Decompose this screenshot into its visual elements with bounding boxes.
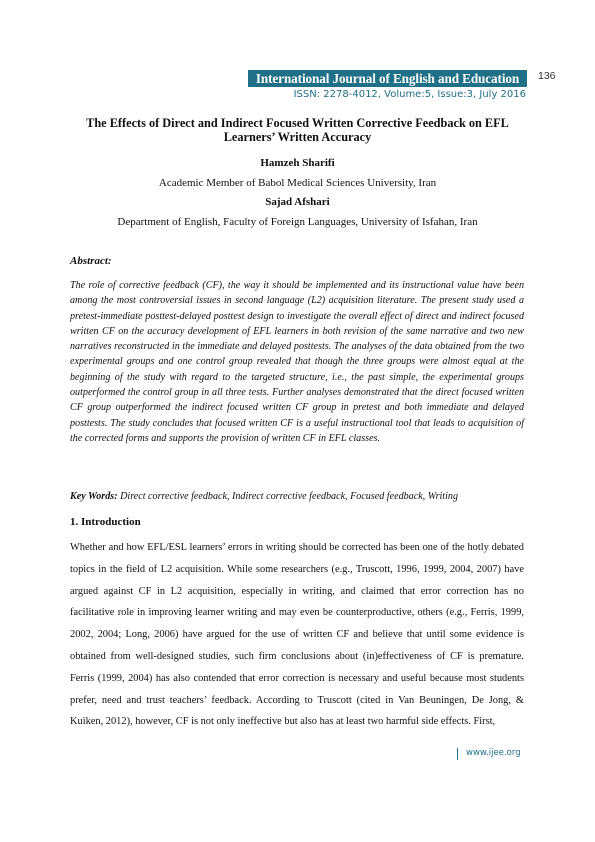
footer-url-link[interactable]: www.ijee.org [466,748,521,758]
footer-divider [457,748,458,760]
article-title: The Effects of Direct and Indirect Focused Written Corrective Feedback on EFL Learners’ Written Accuracy [86,116,509,144]
author-name-1: Hamzeh Sharifi [260,157,335,169]
author-affiliation-2: Department of English, Faculty of Foreign Languages, University of Isfahan, Iran [117,216,478,228]
keywords [70,491,530,502]
author-affiliation-1: Academic Member of Babol Medical Sciences University, Iran [158,177,437,189]
section-heading-introduction: 1. Introduction [70,516,141,528]
journal-title: International Journal of English and Education [255,71,520,86]
keywords-value: Direct corrective feedback, Indirect corrective feedback, Focused feedback, Writing [120,491,459,502]
abstract-text: The role of corrective feedback (CF), the way it should be implemented and its instructional value have been among the most controversial issues in second language (L2) acquisition literature. The present study used a pretest-immediate posttest-delayed posttest design to investigate the overall effect of direct and indirect focused written CF on the accuracy development of EFL learners in both revision of the same narrative and two new narratives reconstructed in the immediate and delayed posttests. The analyses of the data obtained from the two experimental groups and one control group revealed that though the three groups were almost equal at the beginning of the study with regard to the targeted structure, i.e., the past simple, the experimental groups outperformed the control group in all three tests. Further analyses demonstrated that the direct focused written CF group outperformed the indirect focused written CF group in pretest and both immediate and delayed posttests. The study concludes that focused written CF is a useful instructional tool that leads to acquisition of the corrected forms and supports the provision of written CF in EFL classes. [70,280,524,444]
page-number: 136 [538,70,556,82]
keywords-label: Key Words: [70,491,118,502]
introduction-paragraph: Whether and how EFL/ESL learners’ errors in writing should be corrected has been one of the hotly debated topics in the field of L2 acquisition. While some researchers (e.g., Truscott, 1996, 1999, 2004, 2007) have argued against CF in L2 acquisition, especially in writing, and claimed that error correction has no facilitative role in improving learner writing and may even be counterproductive, others (e.g., Ferris, 1999, 2002, 2004; Long, 2006) have argued for the use of written CF and believe that until some evidence is obtained from well-designed studies, such firm conclusions about (in)effectiveness of CF is premature. Ferris (1999, 2004) has also contended that error correction is necessary and useful because most students prefer, need and trust teachers’ feedback. According to Truscott (cited in Van Beuningen, De Jong, & Kuiken, 2012), however, CF is not only ineffective but also has at least two harmful side effects. First, [70,542,524,728]
abstract-heading: Abstract: [70,255,112,267]
author-name-2: Sajad Afshari [265,196,330,208]
issn-line: ISSN: 2278-4012, Volume:5, Issue:3, July 2016 [293,89,526,100]
